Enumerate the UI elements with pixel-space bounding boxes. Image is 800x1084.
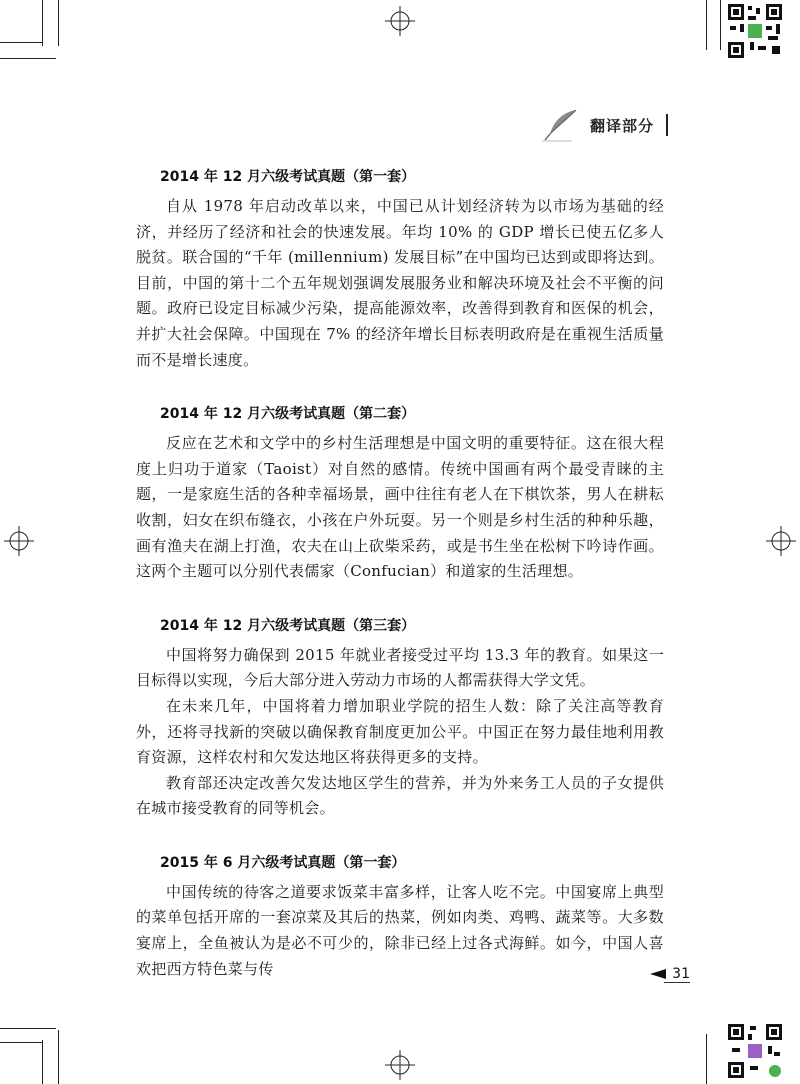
- crop-mark: [0, 58, 56, 59]
- paragraph: 中国传统的待客之道要求饭菜丰富多样，让客人吃不完。中国宴席上典型的菜单包括开席的一套凉菜及其后的热菜，例如肉类、鸡鸭、蔬菜等。大多数宴席上，全鱼被认为是必不可少的，除非已经上过各式海鲜。如今，中国人喜欢把西方特色菜与传: [136, 882, 664, 978]
- crop-mark: [0, 1042, 42, 1043]
- exam-section: [136, 615, 664, 822]
- exam-section: [136, 403, 664, 585]
- crop-mark: [0, 42, 42, 43]
- triangle-marker-icon: [650, 969, 666, 979]
- crop-mark: [706, 1034, 707, 1084]
- page-header: [542, 108, 668, 142]
- footer-rule: [664, 982, 690, 983]
- section-heading: 2014 年 12 月六级考试真题（第二套）: [160, 406, 416, 423]
- section-heading: 2014 年 12 月六级考试真题（第一套）: [160, 169, 416, 185]
- section-heading: 2014 年 12 月六级考试真题（第三套）: [160, 617, 416, 634]
- qr-code-icon: [726, 1022, 784, 1080]
- crop-mark: [58, 0, 59, 46]
- crop-mark: [58, 1030, 59, 1084]
- page-footer: [650, 966, 690, 982]
- registration-mark-icon: [766, 526, 796, 556]
- exam-section: [136, 852, 664, 982]
- main-content: [136, 166, 664, 1012]
- crop-mark: [42, 0, 43, 46]
- exam-section: [136, 166, 664, 373]
- crop-mark: [42, 1040, 43, 1084]
- registration-mark-icon: [385, 6, 415, 36]
- header-divider: [666, 114, 668, 136]
- crop-mark: [720, 0, 721, 50]
- crop-mark: [706, 0, 707, 50]
- paragraph: 教育部还决定改善欠发达地区学生的营养，并为外来务工人员的子女提供在城市接受教育的同等机会。: [136, 773, 664, 818]
- feather-quill-icon: [542, 108, 580, 142]
- registration-mark-icon: [4, 526, 34, 556]
- page-number: 31: [672, 966, 690, 982]
- qr-code-icon: [726, 2, 784, 60]
- section-title: 翻译部分: [589, 116, 654, 135]
- crop-mark: [0, 1028, 56, 1029]
- paragraph: 中国将努力确保到 2015 年就业者接受过平均 13.3 年的教育。如果这一目标得以实现，今后大部分进入劳动力市场的人都需获得大学文凭。: [136, 645, 664, 690]
- registration-mark-icon: [385, 1050, 415, 1080]
- section-heading: 2015 年 6 月六级考试真题（第一套）: [160, 854, 406, 871]
- paragraph: 自从 1978 年启动改革以来，中国已从计划经济转为以市场为基础的经济，并经历了经济和社会的快速发展。年均 10% 的 GDP 增长已使五亿多人脱贫。联合国的“千年 (millennium) 发展目标”在中国均已达到或即将达到。目前，中国的第十二个五年规划强调发展服务业和解决环境及社会不平衡的问题。政府已设定目标减少污染，提高能源效率，改善得到教育和医保的机会，并扩大社会保障。中国现在 7% 的经济年增长目标表明政府是在重视生活质量而不是增长速度。: [136, 197, 664, 369]
- paragraph: 反应在艺术和文学中的乡村生活理想是中国文明的重要特征。这在很大程度上归功于道家（Taoist）对自然的感情。传统中国画有两个最受青睐的主题，一是家庭生活的各种幸福场景，画中往往有老人在下棋饮茶，男人在耕耘收割，妇女在织布缝衣，小孩在户外玩耍。另一个则是乡村生活的种种乐趣，画有渔夫在湖上打渔，农夫在山上砍柴采药，或是书生坐在松树下吟诗作画。这两个主题可以分别代表儒家（Confucian）和道家的生活理想。: [136, 434, 664, 581]
- paragraph: 在未来几年，中国将着力增加职业学院的招生人数：除了关注高等教育外，还将寻找新的突破以确保教育制度更加公平。中国正在努力最佳地利用教育资源，这样农村和欠发达地区将获得更多的支持。: [136, 696, 664, 767]
